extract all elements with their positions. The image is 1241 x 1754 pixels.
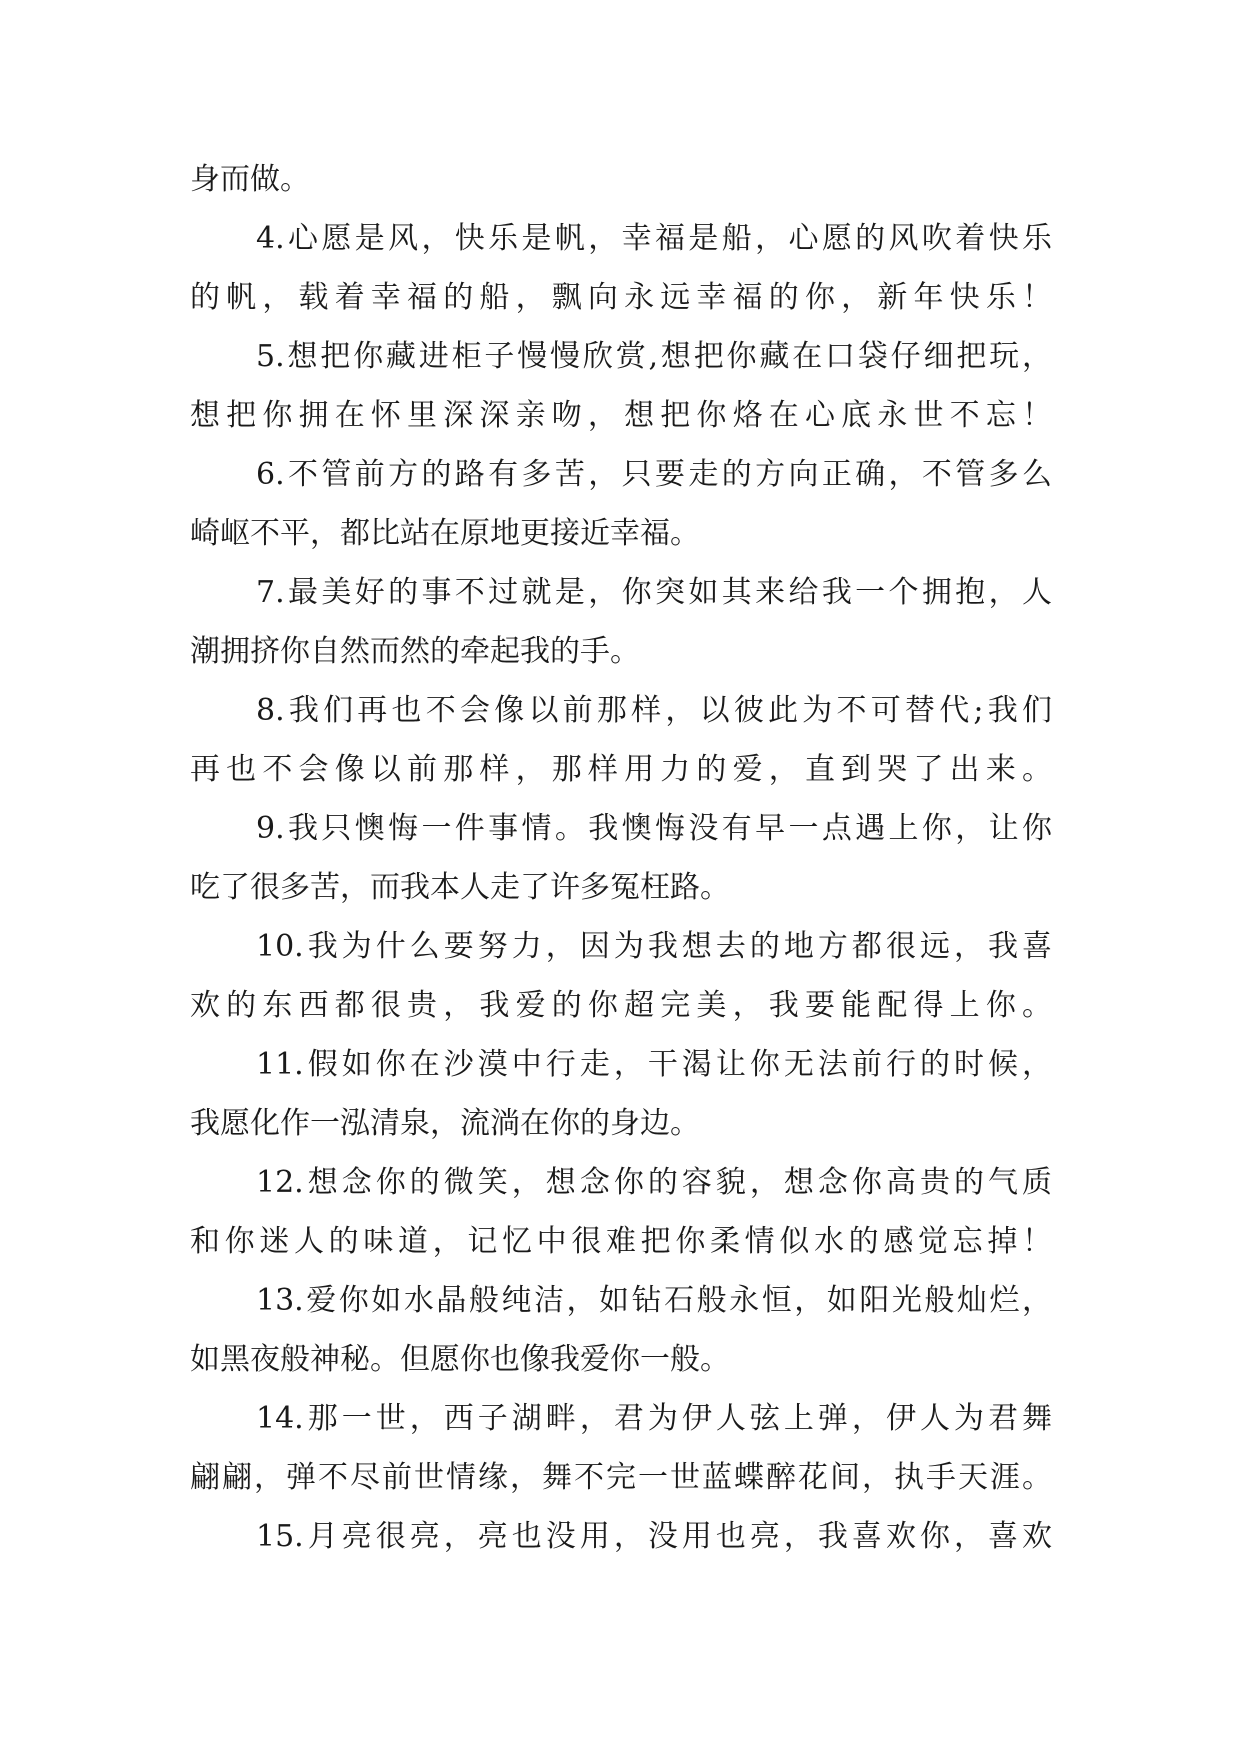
paragraph-first-line: 15.月亮很亮，亮也没用，没用也亮，我喜欢你，喜欢 [256, 1519, 1052, 1554]
body-text [190, 150, 1052, 1566]
paragraph-line: 再也不会像以前那样，那样用力的爱，直到哭了出来。 [190, 752, 1052, 787]
paragraph-line: 吃了很多苦，而我本人走了许多冤枉路。 [190, 870, 730, 905]
paragraph-line: 想把你拥在怀里深深亲吻，想把你烙在心底永世不忘！ [190, 398, 1052, 433]
paragraph-first-line: 11.假如你在沙漠中行走，干渴让你无法前行的时候， [256, 1047, 1052, 1082]
paragraph-first-line: 5.想把你藏进柜子慢慢欣赏,想把你藏在口袋仔细把玩， [256, 339, 1052, 374]
paragraph-line: 和你迷人的味道，记忆中很难把你柔情似水的感觉忘掉！ [190, 1224, 1052, 1259]
paragraph-first-line: 6.不管前方的路有多苦，只要走的方向正确，不管多么 [256, 457, 1052, 492]
paragraph-line: 崎岖不平，都比站在原地更接近幸福。 [190, 516, 700, 551]
paragraph-first-line: 9.我只懊悔一件事情。我懊悔没有早一点遇上你，让你 [256, 811, 1052, 846]
paragraph-line: 翩翩，弹不尽前世情缘，舞不完一世蓝蝶醉花间，执手天涯。 [190, 1460, 1052, 1495]
paragraph-first-line: 12.想念你的微笑，想念你的容貌，想念你高贵的气质 [256, 1165, 1052, 1200]
paragraph-line: 潮拥挤你自然而然的牵起我的手。 [190, 634, 640, 669]
paragraph-line: 欢的东西都很贵，我爱的你超完美，我要能配得上你。 [190, 988, 1052, 1023]
paragraph-line: 如黑夜般神秘。但愿你也像我爱你一般。 [190, 1342, 730, 1377]
paragraph-first-line: 4.心愿是风，快乐是帆，幸福是船，心愿的风吹着快乐 [256, 221, 1052, 256]
paragraph-first-line: 13.爱你如水晶般纯洁，如钻石般永恒，如阳光般灿烂， [256, 1283, 1052, 1318]
paragraph-line: 我愿化作一泓清泉，流淌在你的身边。 [190, 1106, 700, 1141]
paragraph-line: 身而做。 [190, 162, 310, 197]
paragraph-first-line: 7.最美好的事不过就是，你突如其来给我一个拥抱，人 [256, 575, 1052, 610]
paragraph-first-line: 10.我为什么要努力，因为我想去的地方都很远，我喜 [256, 929, 1052, 964]
paragraph-first-line: 8.我们再也不会像以前那样，以彼此为不可替代;我们 [256, 693, 1052, 728]
paragraph-line: 的帆，载着幸福的船，飘向永远幸福的你，新年快乐！ [190, 280, 1052, 315]
paragraph-first-line: 14.那一世，西子湖畔，君为伊人弦上弹，伊人为君舞 [256, 1401, 1052, 1436]
